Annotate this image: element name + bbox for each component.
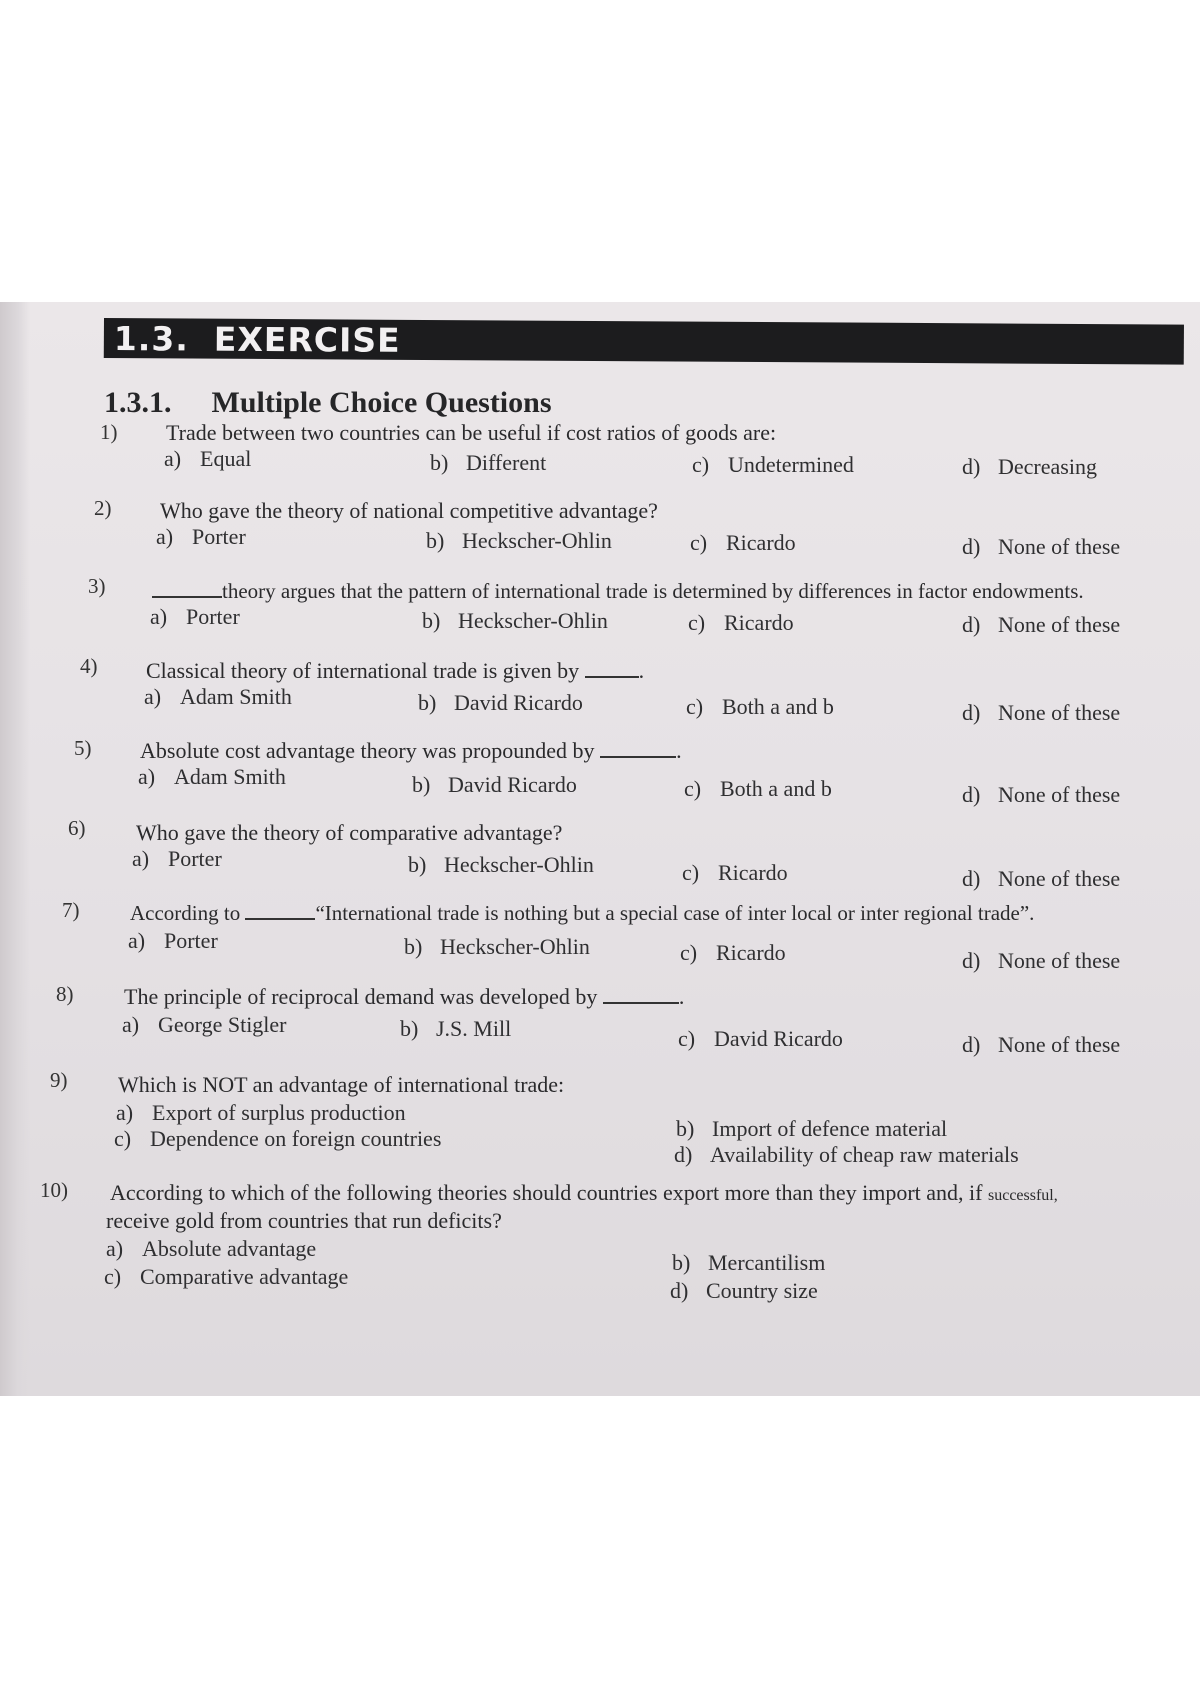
option-letter: b) [400, 1016, 419, 1041]
option-a [106, 1236, 316, 1262]
question-number: 5) [74, 736, 92, 760]
question-stem: Which is NOT an advantage of international trade: [118, 1072, 565, 1097]
option-b [400, 1016, 511, 1042]
option-b [408, 852, 594, 878]
option-text: None of these [998, 948, 1121, 973]
stem-text: . [676, 738, 682, 763]
option-letter: b) [418, 690, 437, 715]
option-c [690, 530, 796, 556]
option-text: Heckscher-Ohlin [462, 528, 612, 553]
option-d [962, 454, 1097, 480]
option-text: None of these [998, 612, 1121, 637]
option-letter: c) [688, 610, 706, 635]
option-letter: a) [156, 524, 174, 549]
option-letter: d) [962, 534, 981, 559]
option-letter: c) [104, 1264, 122, 1289]
option-text: None of these [998, 534, 1121, 559]
option-b [676, 1116, 947, 1142]
option-letter: a) [132, 846, 150, 871]
option-b [430, 450, 546, 476]
stem-text: theory argues that the pattern of international trade is determined by differences in factor endowments. [222, 579, 1084, 603]
question-number: 1) [100, 420, 118, 444]
option-c [688, 610, 794, 636]
option-c [686, 694, 834, 720]
stem-text: Classical theory of international trade is given by [146, 658, 580, 683]
option-letter: b) [412, 772, 431, 797]
option-text: Country size [706, 1278, 818, 1303]
option-a [138, 764, 286, 790]
option-text: Adam Smith [180, 684, 292, 709]
option-letter: c) [114, 1126, 132, 1151]
option-text: None of these [998, 866, 1121, 891]
answer-blank [603, 984, 679, 1004]
option-d [962, 948, 1120, 974]
option-letter: a) [122, 1012, 140, 1037]
option-letter: c) [686, 694, 704, 719]
option-d [962, 612, 1120, 638]
option-letter: d) [962, 1032, 981, 1057]
question-stem [130, 900, 1034, 926]
option-b [422, 608, 608, 634]
option-letter: d) [674, 1142, 693, 1167]
question-number: 10) [40, 1178, 68, 1202]
option-text: Porter [164, 928, 218, 953]
option-b [426, 528, 612, 554]
stem-text: Absolute cost advantage theory was propounded by [140, 738, 595, 763]
option-letter: b) [408, 852, 427, 877]
answer-blank [245, 900, 315, 920]
option-text: Heckscher-Ohlin [444, 852, 594, 877]
section-heading [104, 386, 552, 420]
option-text: Different [466, 450, 547, 475]
stem-text: According to [130, 901, 241, 925]
option-c [680, 940, 786, 966]
option-a [144, 684, 292, 710]
option-letter: a) [116, 1100, 134, 1125]
option-b [412, 772, 577, 798]
option-text: David Ricardo [714, 1026, 843, 1051]
question-stem: Who gave the theory of comparative advantage? [136, 820, 563, 845]
option-d [962, 1032, 1120, 1058]
option-text: David Ricardo [448, 772, 577, 797]
option-letter: c) [690, 530, 708, 555]
option-letter: b) [672, 1250, 691, 1275]
textbook-page [0, 302, 1200, 1396]
option-letter: a) [164, 446, 182, 471]
option-c [692, 452, 854, 478]
option-letter: b) [422, 608, 441, 633]
answer-blank [585, 658, 639, 678]
option-letter: b) [404, 934, 423, 959]
option-b [404, 934, 590, 960]
option-d [962, 700, 1120, 726]
option-text: Import of defence material [712, 1116, 948, 1141]
option-letter: d) [962, 700, 981, 725]
option-d [674, 1142, 1019, 1168]
option-letter: c) [678, 1026, 696, 1051]
option-c [104, 1264, 348, 1290]
option-letter: d) [962, 782, 981, 807]
option-text: Porter [168, 846, 222, 871]
option-text: Both a and b [720, 776, 832, 801]
option-letter: c) [682, 860, 700, 885]
question-stem: Who gave the theory of national competitive advantage? [160, 498, 658, 523]
option-text: Comparative advantage [140, 1264, 349, 1289]
answer-blank [152, 578, 222, 598]
option-letter: a) [138, 764, 156, 789]
section-title: Multiple Choice Questions [211, 386, 552, 419]
option-a [116, 1100, 406, 1126]
stem-text: . [678, 984, 685, 1009]
question-number: 2) [94, 496, 112, 520]
option-text: Equal [200, 446, 252, 471]
option-text: J.S. Mill [436, 1016, 512, 1041]
option-letter: a) [106, 1236, 124, 1261]
question-stem [140, 738, 682, 764]
option-d [962, 866, 1120, 892]
question-number: 7) [62, 898, 80, 922]
option-text: Undetermined [728, 452, 854, 477]
option-letter: d) [962, 454, 981, 479]
question-stem-line-2: receive gold from countries that run deficits? [106, 1208, 502, 1233]
question-stem [152, 578, 1084, 604]
option-text: George Stigler [158, 1012, 287, 1037]
option-text: None of these [998, 700, 1121, 725]
option-text: Export of surplus production [152, 1100, 406, 1125]
answer-blank [600, 738, 676, 758]
option-text: Porter [192, 524, 246, 549]
question-stem [146, 658, 644, 684]
option-b [672, 1250, 825, 1276]
option-letter: d) [962, 948, 981, 973]
option-text: None of these [998, 782, 1121, 807]
stem-text: The principle of reciprocal demand was developed by [124, 984, 598, 1009]
option-letter: d) [670, 1278, 689, 1303]
option-c [678, 1026, 843, 1052]
option-text: Porter [186, 604, 240, 629]
option-text: Mercantilism [708, 1250, 826, 1275]
option-text: Heckscher-Ohlin [440, 934, 590, 959]
option-a [122, 1012, 287, 1038]
option-text: Availability of cheap raw materials [710, 1142, 1019, 1167]
option-d [962, 534, 1120, 560]
section-number: 1.3.1. [104, 386, 172, 419]
exercise-title: EXERCISE [213, 319, 401, 360]
option-text: Adam Smith [174, 764, 286, 789]
option-text: Ricardo [716, 940, 786, 965]
stem-text: . [638, 658, 645, 683]
option-letter: c) [680, 940, 698, 965]
option-text: Ricardo [726, 530, 796, 555]
option-a [156, 524, 246, 550]
stem-text: successful, [987, 1187, 1058, 1204]
stem-text: According to which of the following theories should countries export more than they import and, if [110, 1180, 983, 1205]
question-number: 9) [50, 1068, 68, 1092]
option-text: Absolute advantage [142, 1236, 317, 1261]
option-letter: a) [144, 684, 162, 709]
option-letter: d) [962, 866, 981, 891]
question-stem: Trade between two countries can be useful if cost ratios of goods are: [166, 420, 777, 445]
option-letter: b) [676, 1116, 695, 1141]
option-a [164, 446, 251, 472]
option-letter: b) [426, 528, 445, 553]
option-a [150, 604, 240, 630]
question-number: 6) [68, 816, 86, 840]
option-text: Heckscher-Ohlin [458, 608, 608, 633]
option-text: Dependence on foreign countries [150, 1126, 442, 1151]
option-text: David Ricardo [454, 690, 583, 715]
option-c [684, 776, 832, 802]
option-c [682, 860, 788, 886]
option-letter: b) [430, 450, 449, 475]
question-stem [124, 984, 684, 1010]
option-b [418, 690, 583, 716]
exercise-content [0, 302, 1200, 1396]
option-c [114, 1126, 441, 1152]
option-text: Ricardo [724, 610, 794, 635]
option-text: Decreasing [998, 454, 1097, 479]
option-letter: a) [128, 928, 146, 953]
option-text: Both a and b [722, 694, 834, 719]
stem-text: “International trade is nothing but a special case of inter local or inter regional trade”. [315, 901, 1035, 925]
question-number: 8) [56, 982, 74, 1006]
option-a [132, 846, 222, 872]
option-d [670, 1278, 818, 1304]
option-letter: a) [150, 604, 168, 629]
question-number: 4) [80, 654, 98, 678]
option-a [128, 928, 218, 954]
question-number: 3) [88, 574, 106, 598]
option-text: None of these [998, 1032, 1121, 1057]
option-d [962, 782, 1120, 808]
option-letter: c) [684, 776, 702, 801]
option-letter: c) [692, 452, 710, 477]
option-letter: d) [962, 612, 981, 637]
option-text: Ricardo [718, 860, 788, 885]
exercise-number: 1.3. [113, 319, 189, 359]
